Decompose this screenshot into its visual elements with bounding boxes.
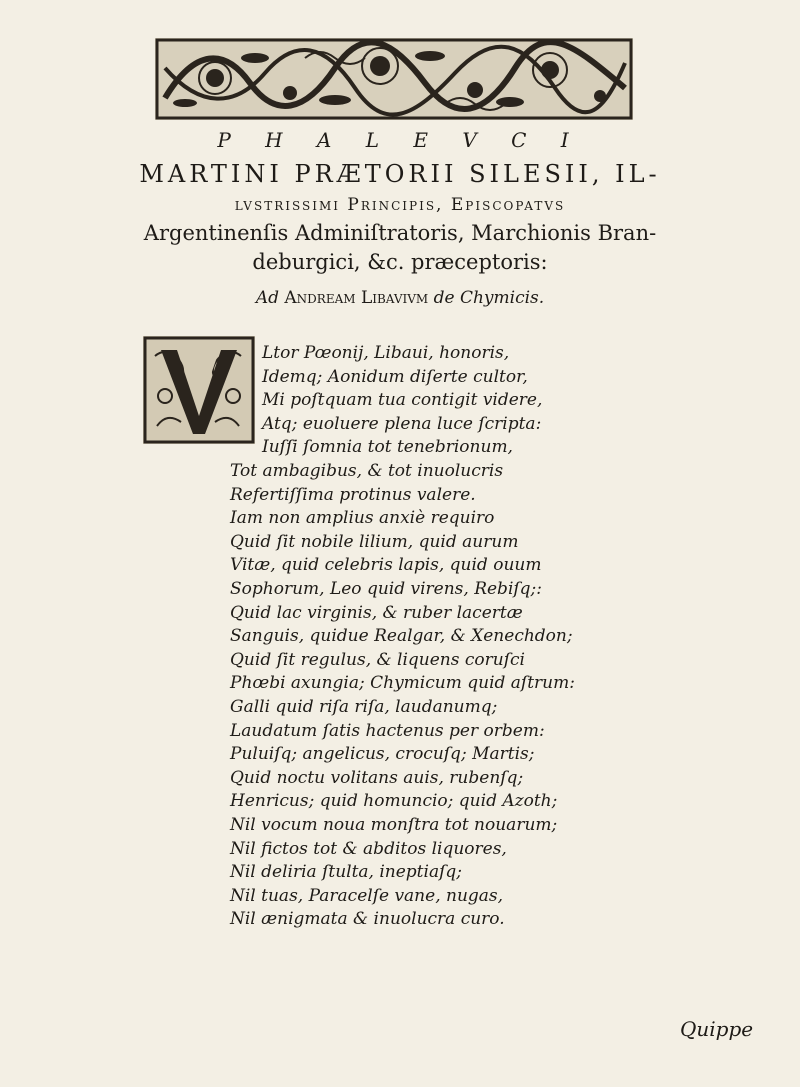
verse-line: Phœbi axungia; Chymicum quid aſtrum: [230,673,575,694]
verse-line: Mi poſtquam tua contigit videre, [262,390,543,411]
verse-line: Quid ſit regulus, & liquens coruſci [230,649,525,670]
verse-line: Nil deliria ſtulta, ineptiaſq; [230,862,462,883]
title-author: MARTINI PRÆTORII SILESII, IL- [139,160,661,188]
verse-line: Galli quid riſa riſa, laudanumq; [230,696,498,717]
verse-line: Iam non amplius anxiè requiro [230,508,495,529]
verse-line: Laudatum ſatis hactenus per orbem: [230,720,545,741]
verse-line: Tot ambagibus, & tot inuolucris [230,461,504,481]
title-phaleuci: P H A L E V C I [217,128,583,152]
verse-line: Nil fictos tot & abditos liquores, [230,838,507,859]
title-word-principis: Principis, [347,195,444,215]
headpiece-ornament [155,38,633,120]
verse-block [230,460,575,932]
verse-line: Refertiſſima protinus valere. [230,484,476,505]
verse-line: Atq; euoluere plena luce ſcripta: [262,413,542,434]
catchword: Quippe [680,1017,754,1041]
verse-line: Ltor Pœonij, Libaui, honoris, [262,343,510,363]
verse-line: Henricus; quid homuncio; quid Azoth; [230,791,558,812]
title-line-5: deburgici, &c. præceptoris: [252,250,548,274]
title-line-3 [0,195,800,215]
title-word-illustrissimi: lvstrissimi [234,195,340,215]
verse-line: Sanguis, quidue Realgar, & Xenechdon; [230,626,573,647]
verse-line: Vitæ, quid celebris lapis, quid ouum [230,555,542,576]
verse-line: Nil vocum noua monſtra tot nouarum; [230,814,558,835]
verse-indented-block [262,342,542,460]
verse-line: Nil ænigmata & inuolucra curo. [230,909,505,930]
verse-line: Puluiſq; angelicus, crocuſq; Martis; [230,744,535,765]
dedication [0,288,800,308]
verse-line: Quid lac virginis, & ruber lacertæ [230,602,523,623]
dedication-prefix: Ad [255,288,279,308]
verse-line: Sophorum, Leo quid virens, Rebiſq;: [230,578,543,599]
title-word-episcopatus: Episcopatvs [450,195,566,215]
dedication-name: Andream Libavivm [284,288,429,308]
decorated-initial-v [143,336,255,444]
verse-line: Quid ſit nobile lilium, quid aurum [230,531,519,552]
dedication-suffix: de Chymicis. [433,288,545,308]
verse-line: Idemq; Aonidum diſerte cultor, [262,366,528,387]
verse-line: Iuſſi ſomnia tot tenebrionum, [262,437,513,458]
verse-line: Quid noctu volitans auis, rubenſq; [230,767,524,788]
verse-line: Nil tuas, Paracelſe vane, nugas, [230,885,504,906]
title-line-4: Argentinenſis Adminiſtratoris, Marchionis Bran- [143,221,657,245]
